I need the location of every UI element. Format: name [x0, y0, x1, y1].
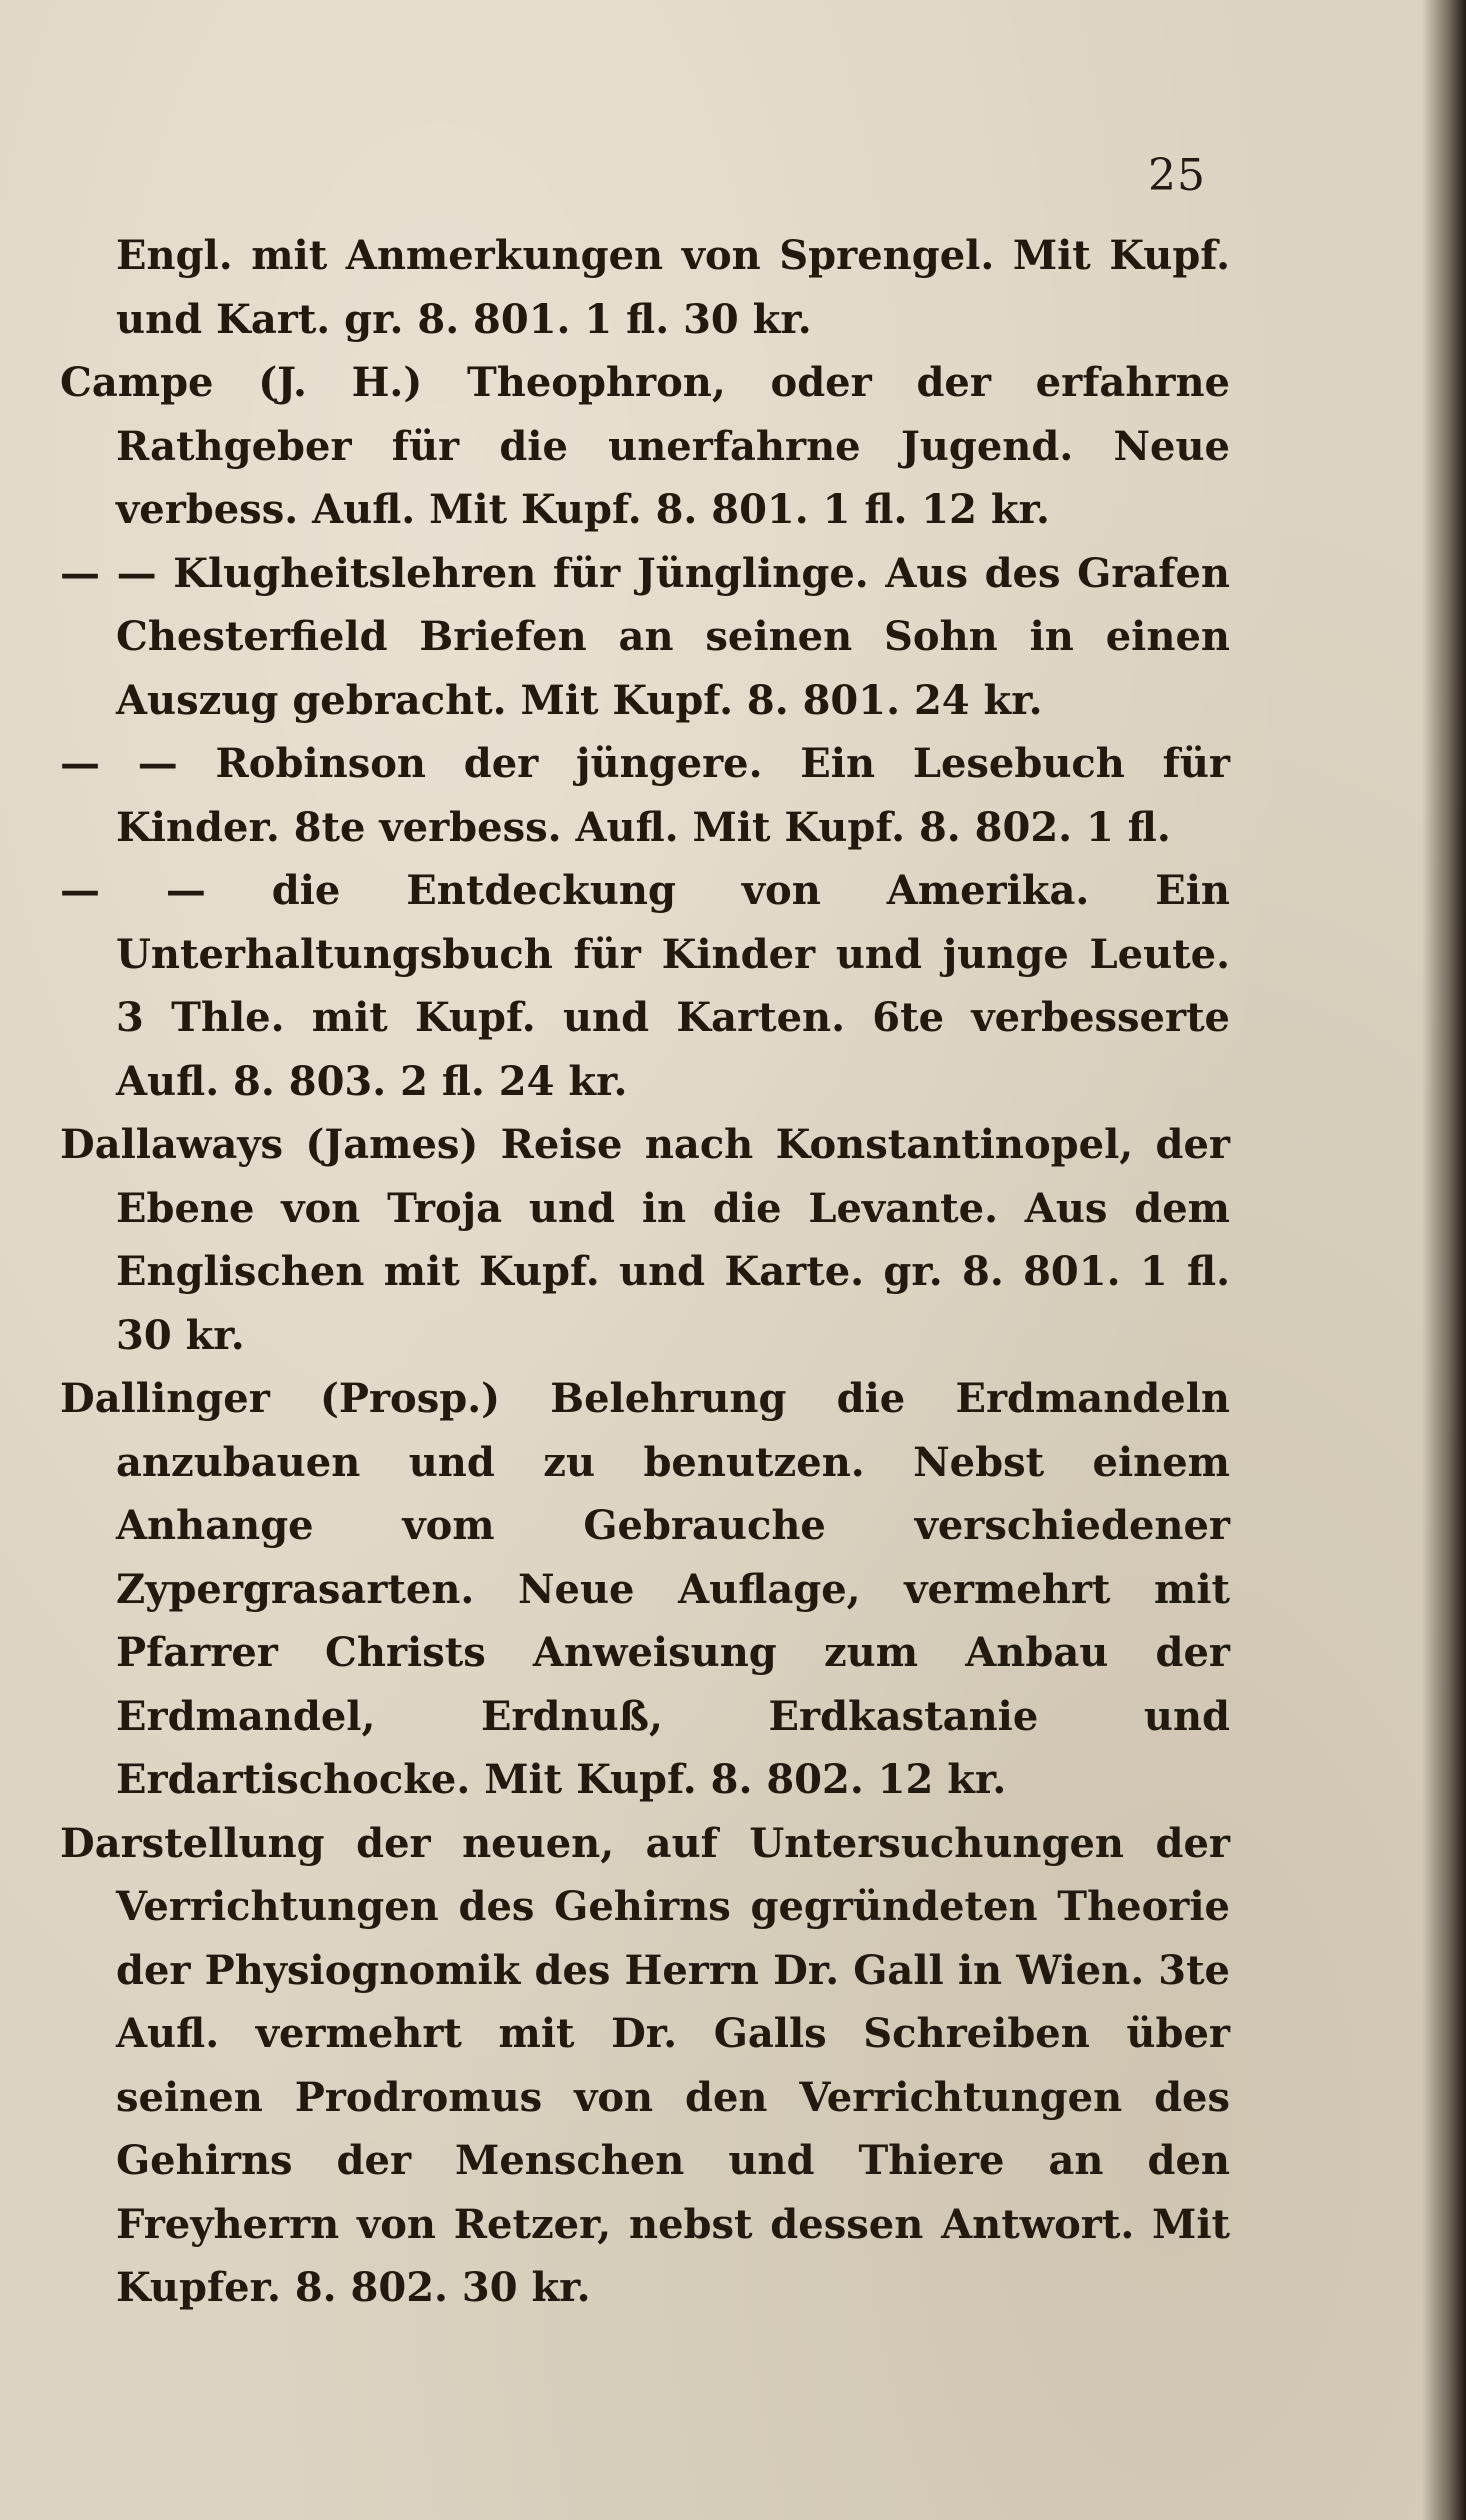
page-number: 25	[1148, 150, 1206, 201]
catalog-entry: Darstellung der neuen, auf Untersuchungen der Verrichtungen des Gehirns gegründeten Theorie der Physiognomik des Herrn Dr. Gall in Wien. 3te Aufl. vermehrt mit Dr. Galls Schreiben über seinen Prodromus von den Verrichtungen des Gehirns der Menschen und Thiere an den Freyherrn von Retzer, nebst dessen Antwort. Mit Kupfer. 8. 802. 30 kr.	[60, 1819, 1230, 2311]
catalog-entry: — — Klugheitslehren für Jünglinge. Aus des Grafen Chesterfield Briefen an seinen Sohn in einen Auszug gebracht. Mit Kupf. 8. 801. 24 kr.	[60, 549, 1230, 724]
catalog-entry: Dallaways (James) Reise nach Konstantinopel, der Ebene von Troja und in die Levante. Aus dem Englischen mit Kupf. und Karte. gr. 8. 801. 1 fl. 30 kr.	[60, 1121, 1230, 1359]
catalog-entry: — — Robinson der jüngere. Ein Lesebuch für Kinder. 8te verbess. Aufl. Mit Kupf. 8. 802. 1 fl.	[60, 740, 1230, 851]
catalog-entry: Campe (J. H.) Theophron, oder der erfahrne Rathgeber für die unerfahrne Jugend. Neue verbess. Aufl. Mit Kupf. 8. 801. 1 fl. 12 kr.	[60, 359, 1230, 533]
page-edge-shadow	[1422, 0, 1466, 2520]
catalog-entries	[60, 224, 1230, 2320]
catalog-entry: Engl. mit Anmerkungen von Sprengel. Mit Kupf. und Kart. gr. 8. 801. 1 fl. 30 kr.	[116, 232, 1230, 343]
catalog-entry: Dallinger (Prosp.) Belehrung die Erdmandeln anzubauen und zu benutzen. Nebst einem Anhange vom Gebrauche verschiedener Zypergrasarten. Neue Auflage, vermehrt mit Pfarrer Christs Anweisung zum Anbau der Erdmandel, Erdnuß, Erdkastanie und Erdartischocke. Mit Kupf. 8. 802. 12 kr.	[60, 1375, 1230, 1803]
catalog-entry: — — die Entdeckung von Amerika. Ein Unterhaltungsbuch für Kinder und junge Leute. 3 Thle. mit Kupf. und Karten. 6te verbesserte Aufl. 8. 803. 2 fl. 24 kr.	[60, 867, 1230, 1105]
